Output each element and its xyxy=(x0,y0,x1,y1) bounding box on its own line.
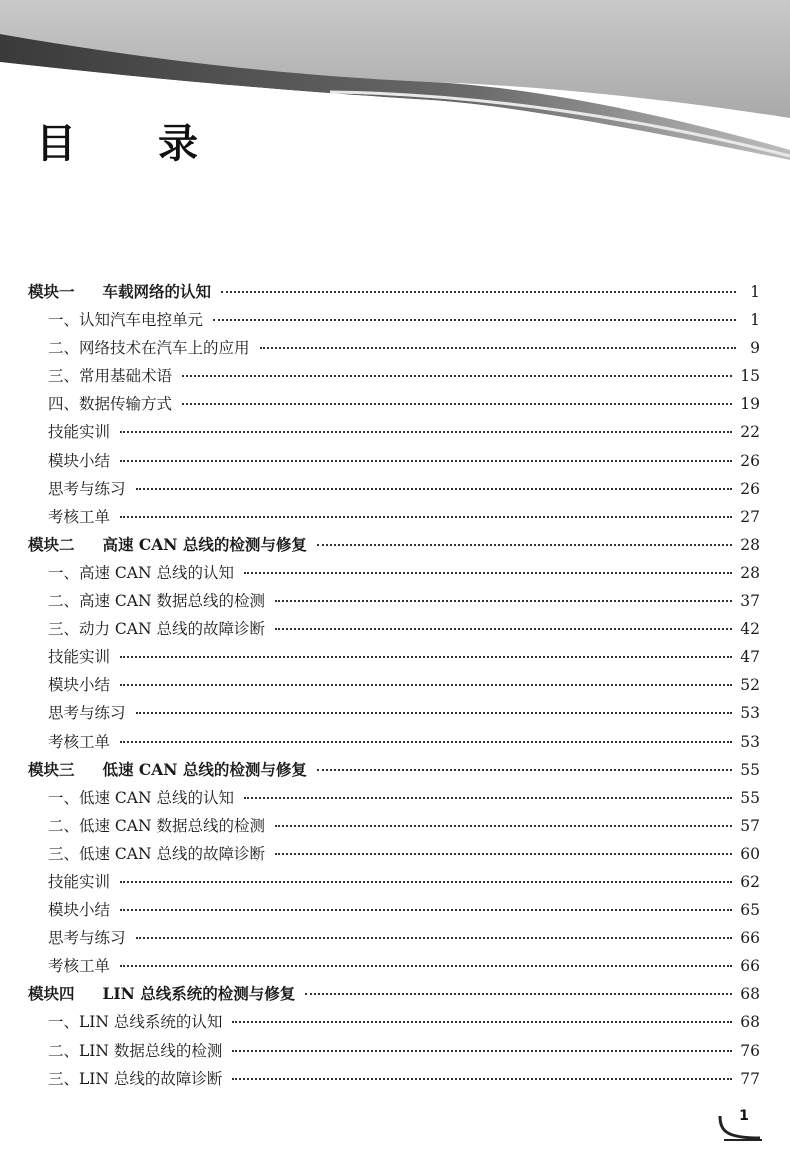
toc-page-number: 27 xyxy=(740,507,760,526)
toc-leader-dots xyxy=(317,543,732,546)
toc-entry-title: 三、动力 CAN 总线的故障诊断 xyxy=(48,620,265,639)
toc-section-entry[interactable] xyxy=(28,896,760,924)
toc-section-entry[interactable] xyxy=(28,503,760,531)
toc-section-entry[interactable] xyxy=(28,952,760,980)
toc-entry-title: 一、认知汽车电控单元 xyxy=(48,311,204,330)
toc-entry-title: 一、LIN 总线系统的认知 xyxy=(48,1013,223,1032)
toc-module-entry[interactable] xyxy=(28,980,760,1008)
toc-leader-dots xyxy=(182,374,732,377)
toc-leader-dots xyxy=(120,430,732,433)
toc-entry-title: 模块小结 xyxy=(48,451,111,470)
toc-entry-title: 三、低速 CAN 总线的故障诊断 xyxy=(48,844,265,863)
toc-page-number: 22 xyxy=(740,423,760,442)
toc-section-entry[interactable] xyxy=(28,362,760,390)
toc-page-number: 37 xyxy=(740,592,760,611)
toc-module-number: 模块二 xyxy=(28,534,75,554)
toc-section-entry[interactable] xyxy=(28,1037,760,1065)
toc-section-entry[interactable] xyxy=(28,728,760,756)
toc-section-entry[interactable] xyxy=(28,699,760,727)
toc-leader-dots xyxy=(275,824,732,827)
toc-page-number: 57 xyxy=(740,816,760,835)
toc-page-number: 62 xyxy=(740,872,760,891)
toc-entry-title: 技能实训 xyxy=(48,872,111,891)
table-of-contents xyxy=(28,278,760,1093)
toc-entry-title: 二、网络技术在汽车上的应用 xyxy=(48,339,250,358)
toc-leader-dots xyxy=(317,768,732,771)
toc-entry-title: 考核工单 xyxy=(48,507,111,526)
toc-section-entry[interactable] xyxy=(28,1008,760,1036)
toc-page-number: 26 xyxy=(740,451,760,470)
toc-page-number: 53 xyxy=(740,732,760,751)
toc-leader-dots xyxy=(182,402,732,405)
toc-page-number: 66 xyxy=(740,929,760,948)
toc-section-entry[interactable] xyxy=(28,812,760,840)
toc-leader-dots xyxy=(275,599,732,602)
toc-section-entry[interactable] xyxy=(28,559,760,587)
toc-entry-title: 思考与练习 xyxy=(48,704,126,723)
toc-page-number: 66 xyxy=(740,957,760,976)
toc-leader-dots xyxy=(232,1049,732,1052)
toc-page-number: 42 xyxy=(740,620,760,639)
toc-leader-dots xyxy=(305,992,732,995)
toc-entry-title: 思考与练习 xyxy=(48,479,126,498)
toc-entry-title: 思考与练习 xyxy=(48,929,126,948)
toc-module-number: 模块一 xyxy=(28,282,75,301)
toc-entry-title: 低速 CAN 总线的检测与修复 xyxy=(102,759,307,779)
toc-entry-title: LIN 总线系统的检测与修复 xyxy=(102,984,296,1004)
toc-page-number: 76 xyxy=(740,1041,760,1060)
toc-section-entry[interactable] xyxy=(28,475,760,503)
toc-leader-dots xyxy=(120,515,732,518)
toc-leader-dots xyxy=(275,627,732,630)
toc-section-entry[interactable] xyxy=(28,643,760,671)
toc-page-number: 77 xyxy=(740,1069,760,1088)
toc-leader-dots xyxy=(260,346,736,349)
toc-section-entry[interactable] xyxy=(28,924,760,952)
toc-page-number: 52 xyxy=(740,676,760,695)
toc-page-number: 55 xyxy=(740,788,760,807)
toc-leader-dots xyxy=(120,459,732,462)
toc-module-entry[interactable] xyxy=(28,278,760,306)
toc-leader-dots xyxy=(136,487,733,490)
page-number-badge xyxy=(714,1106,764,1146)
toc-section-entry[interactable] xyxy=(28,334,760,362)
toc-leader-dots xyxy=(136,711,733,714)
toc-page-number: 47 xyxy=(740,648,760,667)
toc-entry-title: 二、低速 CAN 数据总线的检测 xyxy=(48,816,265,835)
toc-section-entry[interactable] xyxy=(28,868,760,896)
toc-leader-dots xyxy=(232,1020,732,1023)
toc-page-number: 19 xyxy=(740,395,760,414)
toc-leader-dots xyxy=(120,740,732,743)
toc-section-entry[interactable] xyxy=(28,306,760,334)
toc-page-number: 55 xyxy=(740,760,760,779)
toc-entry-title: 一、低速 CAN 总线的认知 xyxy=(48,788,234,807)
toc-entry-title: 二、LIN 数据总线的检测 xyxy=(48,1041,223,1060)
toc-page-number: 15 xyxy=(740,367,760,386)
toc-entry-title: 技能实训 xyxy=(48,423,111,442)
toc-leader-dots xyxy=(221,290,736,293)
toc-page-number: 68 xyxy=(740,985,760,1004)
toc-page-number: 1 xyxy=(750,311,760,330)
toc-page-number: 60 xyxy=(740,844,760,863)
toc-entry-title: 一、高速 CAN 总线的认知 xyxy=(48,563,234,582)
toc-section-entry[interactable] xyxy=(28,671,760,699)
toc-module-number: 模块四 xyxy=(28,984,75,1004)
toc-leader-dots xyxy=(213,318,736,321)
toc-section-entry[interactable] xyxy=(28,784,760,812)
toc-section-entry[interactable] xyxy=(28,1065,760,1093)
toc-page-number: 28 xyxy=(740,563,760,582)
toc-section-entry[interactable] xyxy=(28,447,760,475)
toc-page-number: 9 xyxy=(750,339,760,358)
toc-page-number: 26 xyxy=(740,479,760,498)
toc-leader-dots xyxy=(275,852,732,855)
page-title: 目录 xyxy=(36,121,280,167)
toc-entry-title: 考核工单 xyxy=(48,957,111,976)
toc-entry-title: 模块小结 xyxy=(48,901,111,920)
toc-page-number: 68 xyxy=(740,1013,760,1032)
toc-entry-title: 车载网络的认知 xyxy=(102,282,212,301)
toc-page-number: 1 xyxy=(750,283,760,301)
toc-entry-title: 三、LIN 总线的故障诊断 xyxy=(48,1069,223,1088)
toc-entry-title: 三、常用基础术语 xyxy=(48,367,173,386)
toc-entry-title: 四、数据传输方式 xyxy=(48,395,173,414)
toc-leader-dots xyxy=(120,683,732,686)
toc-entry-title: 技能实训 xyxy=(48,648,111,667)
toc-leader-dots xyxy=(232,1077,732,1080)
toc-leader-dots xyxy=(244,571,732,574)
toc-entry-title: 模块小结 xyxy=(48,676,111,695)
toc-module-number: 模块三 xyxy=(28,759,75,779)
toc-module-entry[interactable] xyxy=(28,756,760,784)
toc-page-number: 28 xyxy=(740,535,760,554)
toc-leader-dots xyxy=(120,964,732,967)
toc-module-entry[interactable] xyxy=(28,531,760,559)
toc-page-number: 65 xyxy=(740,901,760,920)
toc-entry-title: 高速 CAN 总线的检测与修复 xyxy=(102,534,307,554)
toc-leader-dots xyxy=(120,908,732,911)
toc-leader-dots xyxy=(120,655,732,658)
toc-leader-dots xyxy=(136,936,733,939)
toc-entry-title: 考核工单 xyxy=(48,732,111,751)
toc-section-entry[interactable] xyxy=(28,615,760,643)
toc-section-entry[interactable] xyxy=(28,418,760,446)
page-number: 1 xyxy=(739,1108,749,1124)
toc-entry-title: 二、高速 CAN 数据总线的检测 xyxy=(48,592,265,611)
toc-section-entry[interactable] xyxy=(28,390,760,418)
toc-section-entry[interactable] xyxy=(28,840,760,868)
toc-leader-dots xyxy=(244,796,732,799)
toc-page-number: 53 xyxy=(740,704,760,723)
toc-leader-dots xyxy=(120,880,732,883)
toc-section-entry[interactable] xyxy=(28,587,760,615)
